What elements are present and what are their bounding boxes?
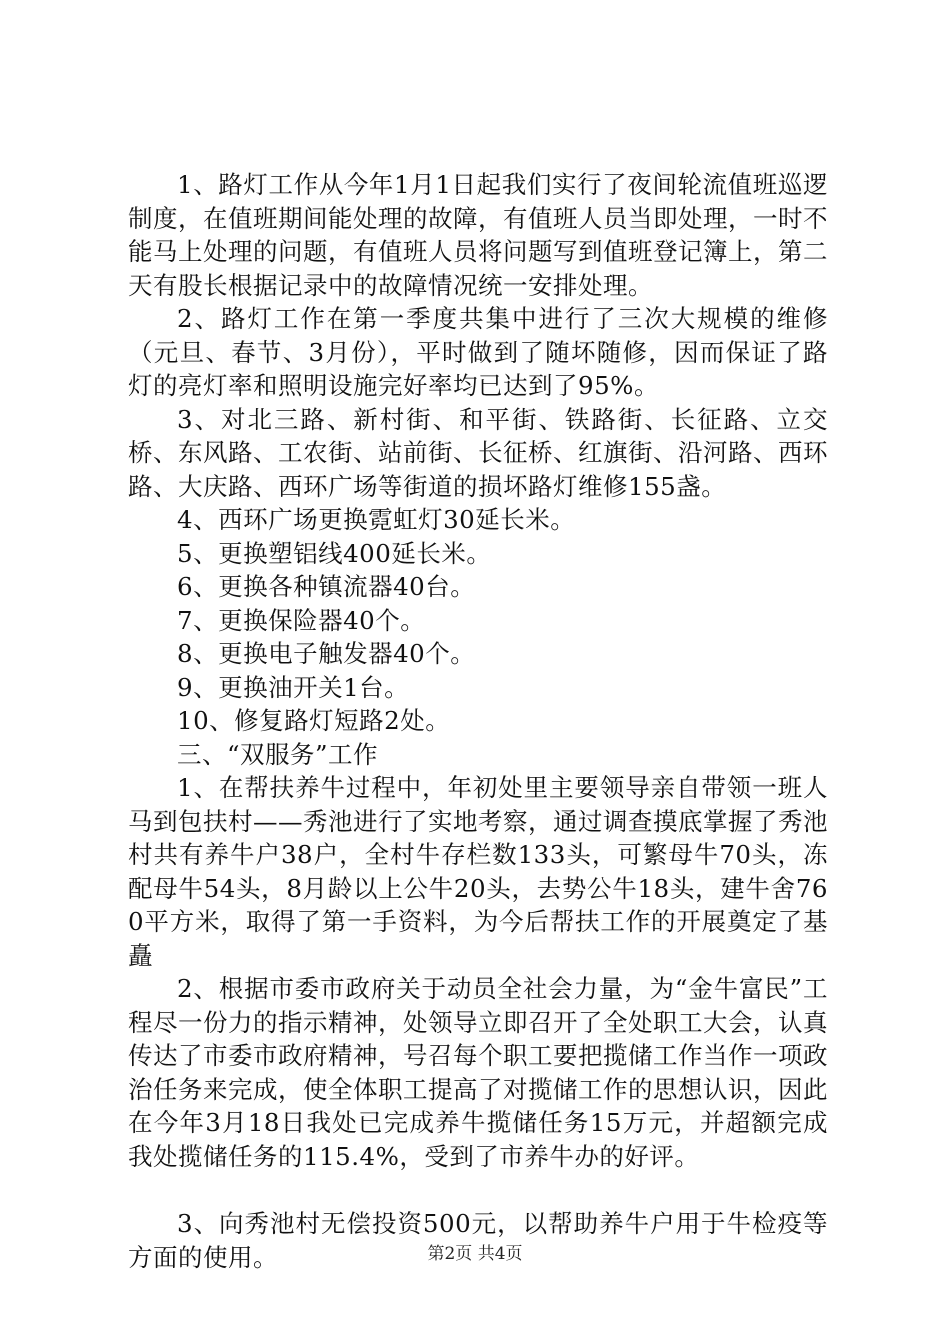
paragraph-cable: 5、更换塑铝线400延长米。 — [177, 538, 492, 568]
paragraph-neon-lights: 4、西环广场更换霓虹灯30延长米。 — [177, 505, 576, 534]
paragraph-ballast: 6、更换各种镇流器40台。 — [177, 572, 476, 601]
paragraph-street-list: 3、对北三路、新村街、和平街、铁路街、长征路、立交桥、东风路、工农街、站前街、长征桥、红旗街、沿河路、西环路、大庆路、西环广场等街道的损坏路灯维修155盏。 — [128, 404, 828, 501]
paragraph-oil-switch: 9、更换油开关1台。 — [177, 672, 410, 702]
paragraph-streetlight-duty: 1、路灯工作从今年1月1日起我们实行了夜间轮流值班巡逻制度，在值班期间能处理的故障，有值班人员当即处理，一时不能马上处理的问题，有值班人员将问题写到值班登记簿上，第二天有股长根据记录中的故障情况统一安排处理。 — [128, 170, 828, 300]
paragraph-deposit-task: 2、根据市委市政府关于动员全社会力量，为“金牛富民”工程尽一份力的指示精神，处领导立即召开了全处职工大会，认真传达了市委市政府精神，号召每个职工要把揽储工作当作一项政治任务来完成，使全体职工提高了对揽储工作的思想认识，因此在今年3月18日我处已完成养牛揽储任务15万元，并超额完成我处揽储任务的115.4%，受到了市养牛办的好评。 — [128, 974, 828, 1171]
paragraph-short-circuit: 10、修复路灯短路2处。 — [177, 706, 451, 735]
page-footer: 第2页 共4页 — [427, 1244, 523, 1264]
document-body — [128, 168, 828, 1274]
paragraph-investment: 3、向秀池村无偿投资500元，以帮助养牛户用于牛检疫等方面的使用。 — [128, 1209, 828, 1272]
paragraph-cattle-survey: 1、在帮扶养牛过程中，年初处里主要领导亲自带领一班人马到包扶村——秀池进行了实地考察，通过调查摸底掌握了秀池村共有养牛户38户，全村牛存栏数133头，可繁母牛70头，冻配母牛54头，8月龄以上公牛20头，去势公牛18头，建牛舍760平方米，取得了第一手资料，为今后帮扶工作的开展奠定了基矗 — [128, 773, 828, 970]
paragraph-spacer — [128, 1173, 828, 1207]
paragraph-trigger: 8、更换电子触发器40个。 — [177, 639, 476, 668]
section-heading-dual-service: 三、“双服务”工作 — [177, 739, 379, 769]
paragraph-fuse: 7、更换保险器40个。 — [177, 605, 426, 635]
paragraph-streetlight-repairs: 2、路灯工作在第一季度共集中进行了三次大规模的维修（元旦、春节、3月份），平时做到了随坏随修，因而保证了路灯的亮灯率和照明设施完好率均已达到了95%。 — [128, 304, 828, 400]
